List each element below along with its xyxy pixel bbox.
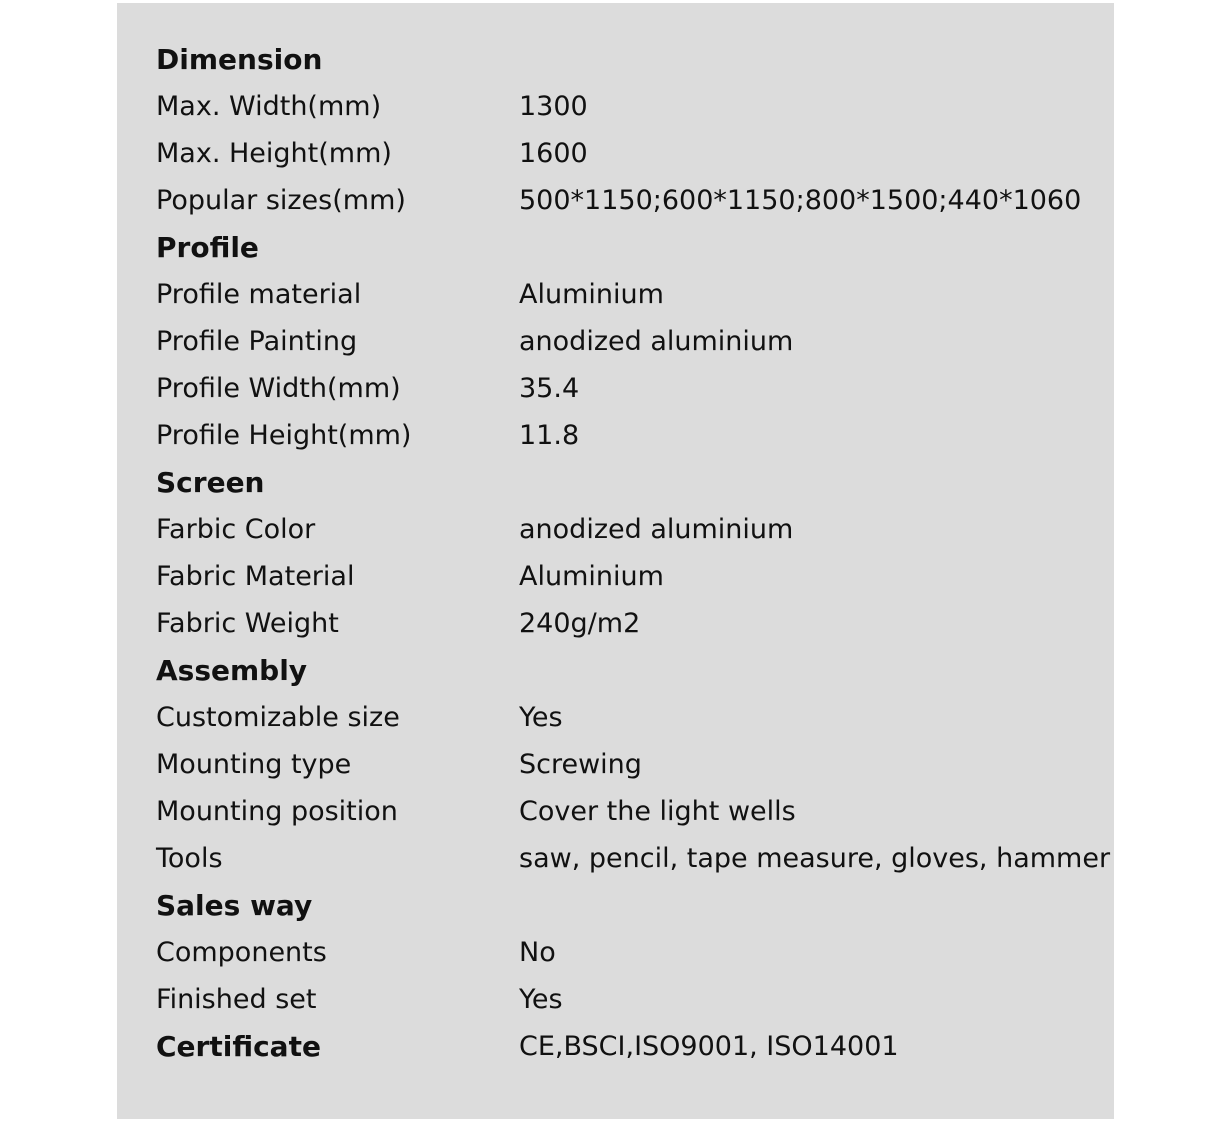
section-heading: Certificate — [156, 1030, 321, 1063]
spec-value: No — [519, 937, 556, 968]
spec-row — [156, 553, 1106, 600]
spec-row — [156, 177, 1106, 224]
section-heading: Dimension — [156, 43, 323, 76]
spec-value: Screwing — [519, 749, 642, 780]
spec-value: Yes — [519, 702, 563, 733]
spec-label: Fabric Weight — [156, 608, 339, 639]
spec-row — [156, 788, 1106, 835]
spec-value: 1300 — [519, 91, 588, 122]
spec-label: Components — [156, 937, 327, 968]
spec-row — [156, 130, 1106, 177]
spec-row — [156, 835, 1111, 882]
spec-value: CE,BSCI,ISO9001, ISO14001 — [519, 1031, 899, 1062]
spec-value: 240g/m2 — [519, 608, 641, 639]
section-heading: Profile — [156, 231, 259, 264]
spec-row — [156, 506, 1106, 553]
spec-label: Profile material — [156, 279, 362, 310]
section-row — [156, 36, 1106, 83]
spec-table — [156, 36, 1111, 1070]
spec-label: Tools — [156, 843, 223, 874]
spec-label: Profile Height(mm) — [156, 420, 412, 451]
spec-value: anodized aluminium — [519, 326, 794, 357]
spec-row — [156, 694, 1106, 741]
spec-row — [156, 271, 1106, 318]
spec-row — [156, 976, 1106, 1023]
spec-label: Customizable size — [156, 702, 400, 733]
section-heading: Sales way — [156, 889, 313, 922]
spec-value: 11.8 — [519, 420, 580, 451]
spec-value: anodized aluminium — [519, 514, 794, 545]
spec-label: Profile Painting — [156, 326, 358, 357]
spec-row — [156, 412, 1106, 459]
spec-row — [156, 365, 1106, 412]
spec-row — [156, 318, 1106, 365]
spec-value: 1600 — [519, 138, 588, 169]
section-row — [156, 1023, 1106, 1070]
spec-value: 500*1150;600*1150;800*1500;440*1060 — [519, 185, 1082, 216]
section-row — [156, 882, 1106, 929]
section-row — [156, 459, 1106, 506]
spec-row — [156, 741, 1106, 788]
section-row — [156, 224, 1106, 271]
spec-row — [156, 600, 1106, 647]
section-row — [156, 647, 1106, 694]
spec-row — [156, 83, 1106, 130]
spec-label: Farbic Color — [156, 514, 316, 545]
spec-label: Max. Width(mm) — [156, 91, 382, 122]
spec-label: Fabric Material — [156, 561, 355, 592]
section-heading: Screen — [156, 466, 265, 499]
spec-label: Max. Height(mm) — [156, 138, 392, 169]
section-heading: Assembly — [156, 654, 308, 687]
spec-row — [156, 929, 1106, 976]
spec-value: 35.4 — [519, 373, 580, 404]
spec-value: saw, pencil, tape measure, gloves, hammer — [519, 843, 1111, 874]
spec-label: Mounting type — [156, 749, 352, 780]
spec-value: Aluminium — [519, 279, 664, 310]
spec-value: Yes — [519, 984, 563, 1015]
spec-value: Cover the light wells — [519, 796, 796, 827]
spec-label: Profile Width(mm) — [156, 373, 401, 404]
spec-value: Aluminium — [519, 561, 664, 592]
spec-panel — [117, 3, 1114, 1119]
spec-label: Popular sizes(mm) — [156, 185, 406, 216]
spec-label: Mounting position — [156, 796, 398, 827]
spec-label: Finished set — [156, 984, 317, 1015]
